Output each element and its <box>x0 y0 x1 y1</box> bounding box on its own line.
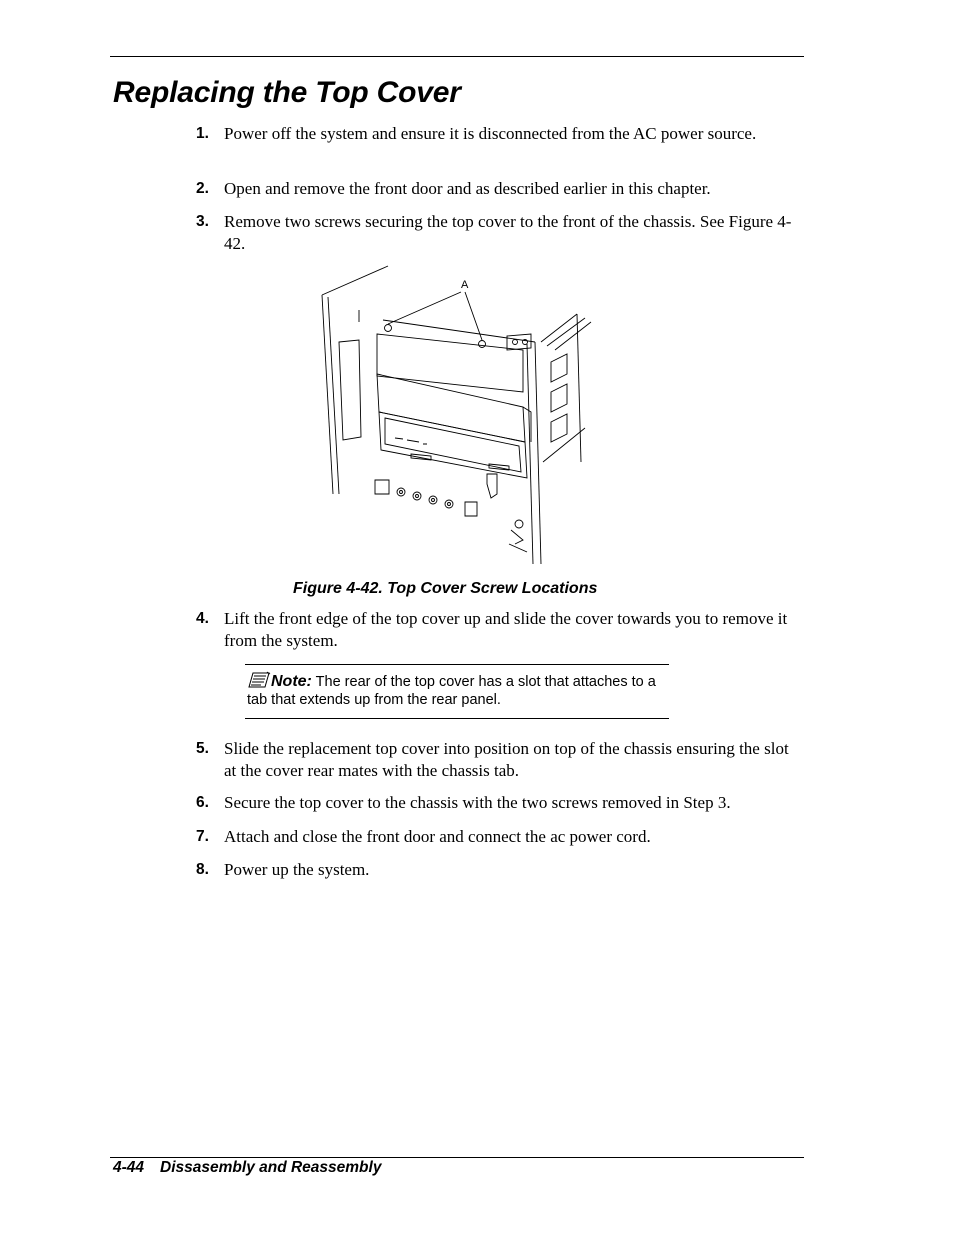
callout-label-a: A <box>461 279 469 291</box>
note-box <box>245 664 669 719</box>
step-text: Attach and close the front door and connect the ac power cord. <box>224 827 651 846</box>
step-5 <box>196 738 796 782</box>
step-text: Open and remove the front door and as described earlier in this chapter. <box>224 179 711 198</box>
step-number: 6. <box>196 794 209 811</box>
step-text: Power up the system. <box>224 860 370 879</box>
note-pad-icon <box>247 671 271 689</box>
step-1 <box>196 123 796 145</box>
step-number: 4. <box>196 610 209 627</box>
step-2 <box>196 178 796 200</box>
page-number: 4-44 <box>113 1159 145 1176</box>
step-text: Power off the system and ensure it is disconnected from the AC power source. <box>224 124 757 143</box>
step-text: Lift the front edge of the top cover up and slide the cover towards you to remove it from the system. <box>224 609 788 650</box>
step-3 <box>196 211 796 255</box>
step-number: 3. <box>196 213 209 230</box>
note-label: Note: <box>271 673 312 690</box>
step-number: 7. <box>196 828 209 845</box>
step-number: 2. <box>196 180 209 197</box>
section-title: Replacing the Top Cover <box>113 76 461 109</box>
header-rule <box>110 56 804 57</box>
step-text: Remove two screws securing the top cover to the front of the chassis. See Figure 4-42. <box>224 212 792 253</box>
step-text: Secure the top cover to the chassis with the two screws removed in Step 3. <box>224 793 731 812</box>
step-number: 5. <box>196 740 209 757</box>
step-number: 8. <box>196 861 209 878</box>
chapter-title: Dissasembly and Reassembly <box>160 1159 382 1176</box>
step-text: Slide the replacement top cover into position on top of the chassis ensuring the slot at the cover rear mates with the chassis tab. <box>224 739 789 780</box>
page-footer <box>113 1158 381 1178</box>
step-7 <box>196 826 796 848</box>
step-4 <box>196 608 796 652</box>
step-number: 1. <box>196 125 209 142</box>
note-text: The rear of the top cover has a slot that attaches to a tab that extends up from the rear panel. <box>247 674 656 708</box>
figure-caption: Figure 4-42. Top Cover Screw Locations <box>293 580 598 597</box>
step-6 <box>196 792 796 814</box>
chassis-figure <box>315 262 600 572</box>
step-8 <box>196 859 796 881</box>
note-body <box>247 671 665 709</box>
